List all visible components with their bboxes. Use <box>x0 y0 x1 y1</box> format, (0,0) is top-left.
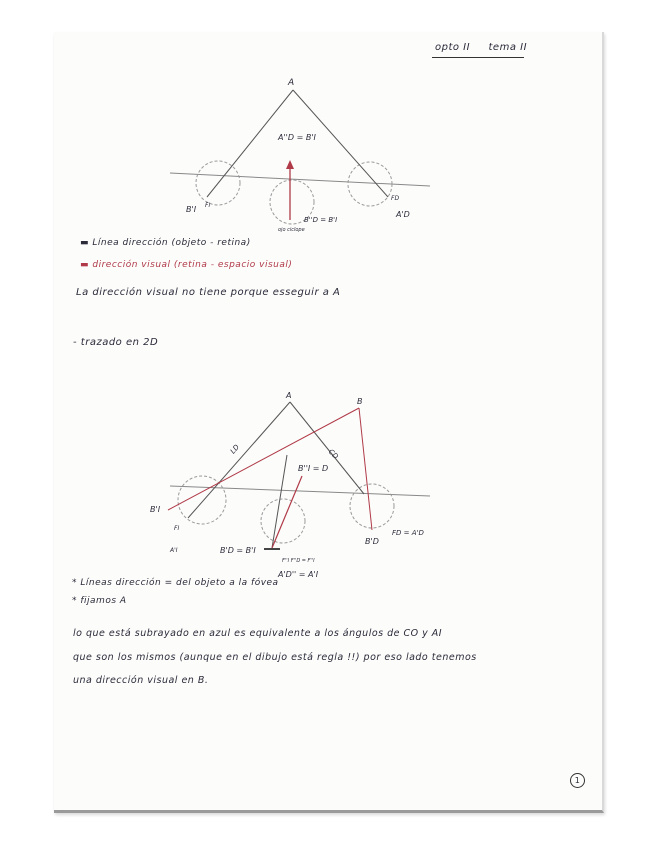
figure-2-2d-trace <box>150 391 430 579</box>
fig1-arrowhead <box>286 160 294 169</box>
fig2-line-b-left <box>168 408 359 510</box>
fig2-center-label: B'D = B'I <box>220 546 256 555</box>
fig1-apex-label: A <box>288 78 295 88</box>
legend-text: dirección visual (retina - espacio visual) <box>92 260 293 270</box>
fig2-left-image: B'I <box>150 505 161 514</box>
fig1-left-direction-line <box>207 90 293 197</box>
fig2-line-a-left <box>188 402 290 518</box>
fig1-fixation-label: A''D = B'I <box>278 133 316 142</box>
fig2-right-eye-circle <box>350 484 394 528</box>
fig1-left-eye-label: B'I <box>186 205 197 214</box>
fig2-line-a-right <box>290 402 364 494</box>
fig2-right-fovea-eq: FD = A'D <box>392 529 424 537</box>
fig2-mid-label: B''I = D <box>298 464 329 473</box>
fig1-right-fovea-label: FD <box>391 195 400 202</box>
fig2-right-b: B'D <box>365 537 379 546</box>
fig2-center-direction-1 <box>272 455 287 548</box>
note-fix-a: * fijamos A <box>72 596 127 606</box>
fig2-center-direction-2 <box>272 476 302 548</box>
figure-1-binocular-vision <box>170 78 430 233</box>
fig2-segment-right: CD <box>326 447 340 461</box>
fig1-left-fovea-label: FI <box>205 202 211 209</box>
fig2-line-b-right <box>359 408 372 530</box>
legend-bullet: ▬ <box>80 260 90 270</box>
fig2-bottom-label: A'D'' = A'I <box>278 570 319 579</box>
fig1-right-eye-label: A'D <box>396 210 410 219</box>
fig1-cyclopean-label: B''D = B'I <box>304 216 338 224</box>
legend-item-visual-direction <box>80 260 292 270</box>
note-direction-lines: * Líneas dirección = del objeto a la fóvea <box>72 578 279 588</box>
paragraph-visual-direction: La dirección visual no tiene porque esseguir a A <box>76 287 341 298</box>
topic-label: tema II <box>488 42 528 53</box>
legend-text: Línea dirección (objeto - retina) <box>92 238 251 248</box>
fig1-cyclopean-caption: ojo ciclope <box>278 227 305 233</box>
paragraph-line-2: que son los mismos (aunque en el dibujo está regla !!) por eso lado tenemos <box>73 652 477 663</box>
fig1-horizontal-line <box>170 173 430 186</box>
paragraph-line-1: lo que está subrayado en azul es equivalente a los ángulos de CO y AI <box>73 628 443 639</box>
fig2-left-a: A'I <box>170 547 178 554</box>
section-title-2d: - trazado en 2D <box>73 337 159 348</box>
subject-label: opto II <box>435 42 471 53</box>
fig2-point-b: B <box>357 397 363 406</box>
fig2-left-fovea: FI <box>174 525 180 532</box>
fig1-right-direction-line <box>293 90 388 197</box>
legend-bullet: ▬ <box>80 238 90 248</box>
legend-item-direction-line <box>80 238 251 248</box>
fig2-center-note: F''I F''D = F''I <box>282 558 315 564</box>
page-number: 1 <box>570 773 585 788</box>
paragraph-line-3: una dirección visual en B. <box>73 675 209 686</box>
fig2-segment-left: LD <box>228 443 241 456</box>
fig2-point-a: A <box>286 391 292 400</box>
